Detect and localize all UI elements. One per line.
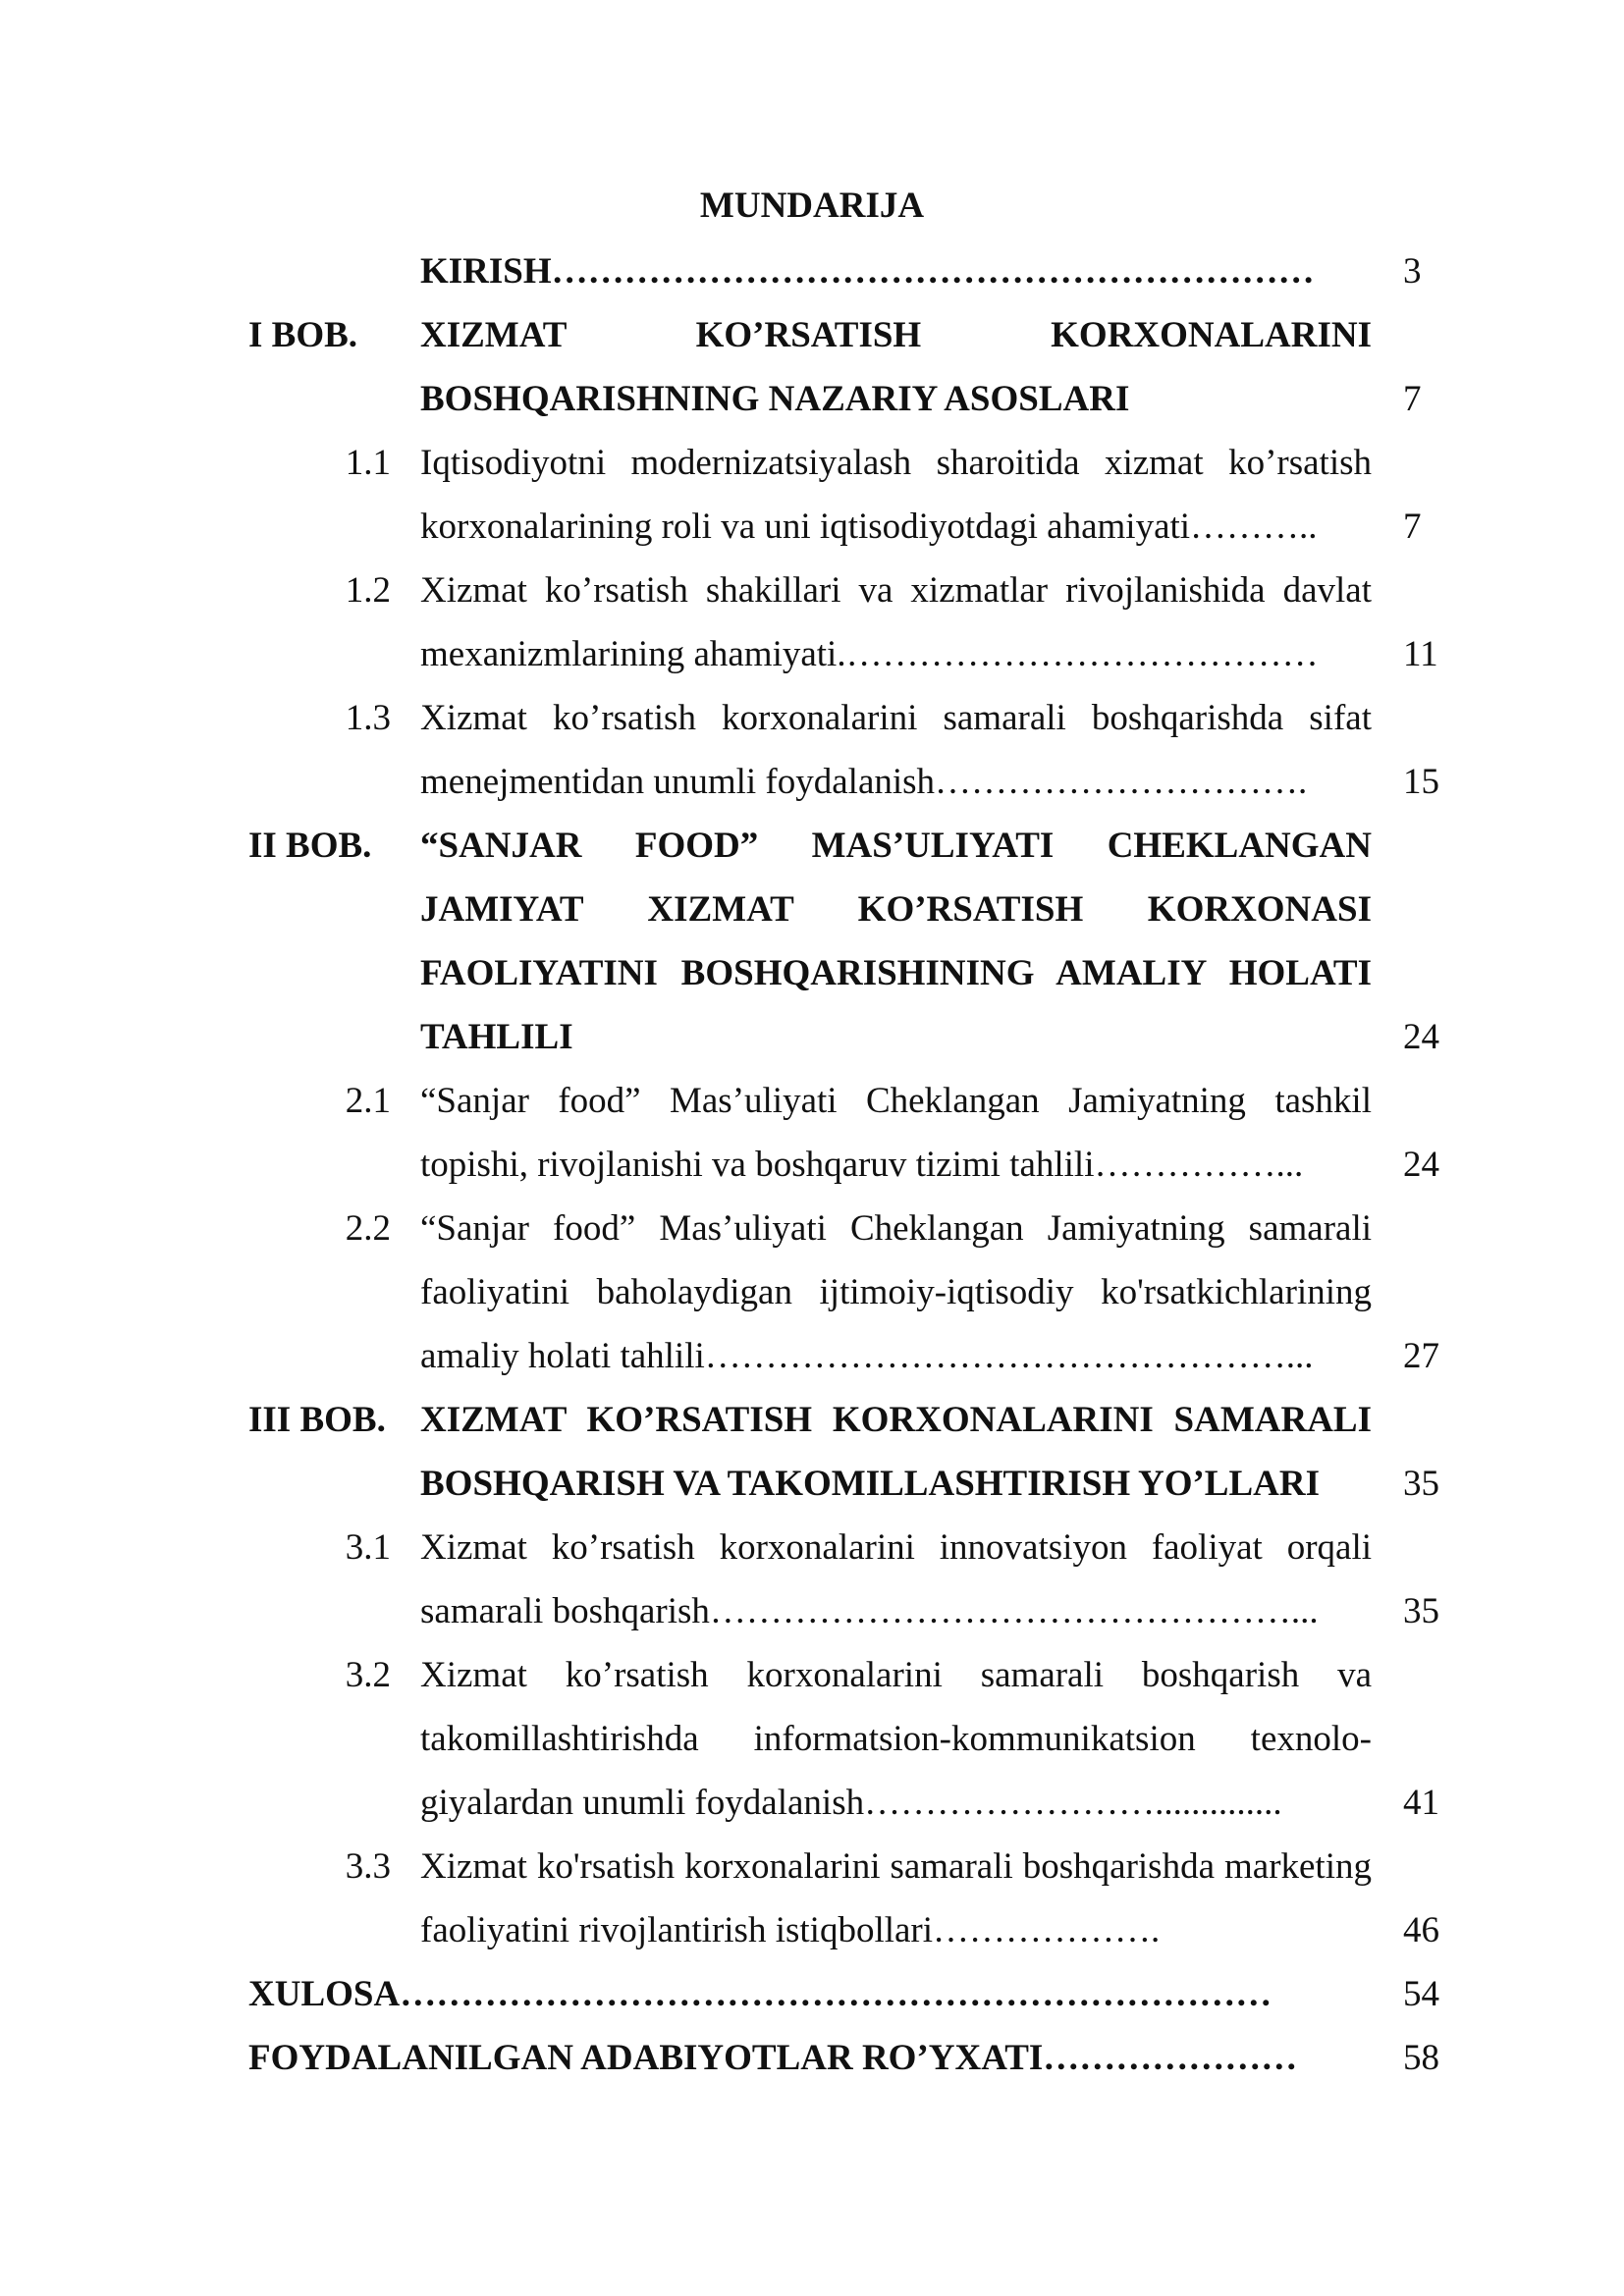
toc-entry-label: 3.3 bbox=[345, 1846, 391, 1887]
toc-entry-page: 24 bbox=[1403, 1017, 1439, 1057]
toc-entry-section-3-3[interactable] bbox=[248, 1835, 1456, 1962]
toc-entry-page: 46 bbox=[1403, 1910, 1439, 1950]
toc-entry-page: 54 bbox=[1403, 1974, 1439, 2014]
toc-entry-label bbox=[248, 240, 420, 303]
toc-entry-label: 3.2 bbox=[345, 1655, 391, 1695]
toc-entry-page: 35 bbox=[1403, 1464, 1439, 1504]
toc-entry-references[interactable] bbox=[248, 2026, 1456, 2090]
toc-entry-title: Xizmat ko’rsatish korxonalarini samarali boshqarishda sifat menejmentidan unumli foydalanish…………………………. bbox=[420, 698, 1372, 802]
toc-entry-label: 1.3 bbox=[345, 698, 391, 738]
toc-entry-section-2-1[interactable] bbox=[248, 1069, 1456, 1197]
toc-entry-title: “SANJAR FOOD” MAS’ULIYATI CHEKLANGAN JAMIYAT XIZMAT KO’RSATISH KORXONASI FAOLIYATINI BOSHQARISHINING AMALIY HOLATI TAHLILI bbox=[420, 826, 1372, 1057]
toc-entry-title: Xizmat ko’rsatish shakillari va xizmatlar rivojlanishida davlat mexanizmlarining ahamiyati.………………………………… bbox=[420, 570, 1372, 674]
toc-entry-page: 15 bbox=[1403, 762, 1439, 802]
toc-entry-title: FOYDALANILGAN ADABIYOTLAR RO’YXATI………………… bbox=[248, 2038, 1298, 2078]
toc-entry-section-3-2[interactable] bbox=[248, 1643, 1456, 1835]
toc-entry-page: 41 bbox=[1403, 1783, 1439, 1823]
toc-entry-intro[interactable] bbox=[248, 240, 1456, 303]
toc-entry-section-3-1[interactable] bbox=[248, 1516, 1456, 1643]
toc-entry-label: 1.2 bbox=[345, 570, 391, 611]
toc-entry-title: Xizmat ko’rsatish korxonalarini samarali boshqarish va takomillashtirishda informatsion-kommunikatsion texnolo-giyalardan unumli foydalanish…………………….............. bbox=[420, 1655, 1372, 1823]
toc-entry-page: 7 bbox=[1403, 379, 1422, 419]
toc-entry-label: 1.1 bbox=[345, 443, 391, 483]
toc-entry-title: “Sanjar food” Mas’uliyati Cheklangan Jamiyatning samarali faoliyatini baholaydigan ijtimoiy-iqtisodiy ko'rsatkichlarining amaliy holati tahlili…………………………………………... bbox=[420, 1208, 1372, 1376]
toc-entry-label: II BOB. bbox=[248, 826, 372, 866]
toc-entry-title: Xizmat ko'rsatish korxonalarini samarali boshqarishda marketing faoliyatini rivojlantirish istiqbollari………………. bbox=[420, 1846, 1372, 1950]
toc-entry-page: 24 bbox=[1403, 1145, 1439, 1185]
toc-entry-label: 2.1 bbox=[345, 1081, 391, 1121]
toc-entry-title: XIZMAT KO’RSATISH KORXONALARINI SAMARALI BOSHQARISH VA TAKOMILLASHTIRISH YO’LLARI bbox=[420, 1400, 1372, 1504]
toc-entry-title: Xizmat ko’rsatish korxonalarini innovatsiyon faoliyat orqali samarali boshqarish…………………………………………... bbox=[420, 1527, 1372, 1631]
toc-entry-page: 58 bbox=[1403, 2038, 1439, 2078]
toc-entry-chapter-1[interactable] bbox=[248, 303, 1456, 431]
toc-entry-title: Iqtisodiyotni modernizatsiyalash sharoitida xizmat ko’rsatish korxonalarining roli va uni iqtisodiyotdagi ahamiyati……….. bbox=[420, 443, 1372, 547]
toc-entry-label: 2.2 bbox=[345, 1208, 391, 1249]
toc-entry-label: III BOB. bbox=[248, 1400, 386, 1440]
toc-entry-section-1-3[interactable] bbox=[248, 686, 1456, 814]
table-of-contents bbox=[248, 240, 1456, 2090]
toc-entry-label: I BOB. bbox=[248, 315, 358, 355]
toc-entry-title: KIRISH……………………………………………………… bbox=[420, 251, 1315, 292]
toc-entry-page: 11 bbox=[1403, 634, 1438, 674]
toc-entry-section-2-2[interactable] bbox=[248, 1197, 1456, 1388]
toc-entry-conclusion[interactable] bbox=[248, 1962, 1456, 2026]
toc-entry-chapter-2[interactable] bbox=[248, 814, 1456, 1069]
toc-entry-title: XULOSA……………………………………………………………… bbox=[248, 1974, 1272, 2014]
toc-entry-page: 3 bbox=[1403, 251, 1422, 292]
page-title: MUNDARIJA bbox=[699, 186, 925, 226]
toc-entry-section-1-1[interactable] bbox=[248, 431, 1456, 559]
toc-entry-chapter-3[interactable] bbox=[248, 1388, 1456, 1516]
toc-entry-label: 3.1 bbox=[345, 1527, 391, 1568]
toc-entry-title: XIZMAT KO’RSATISH KORXONALARINI BOSHQARISHNING NAZARIY ASOSLARI bbox=[420, 315, 1372, 419]
toc-entry-section-1-2[interactable] bbox=[248, 559, 1456, 686]
toc-entry-page: 35 bbox=[1403, 1591, 1439, 1631]
toc-entry-title: “Sanjar food” Mas’uliyati Cheklangan Jamiyatning tashkil topishi, rivojlanishi va boshqaruv tizimi tahlili……………... bbox=[420, 1081, 1372, 1185]
toc-entry-page: 7 bbox=[1403, 507, 1422, 547]
toc-entry-page: 27 bbox=[1403, 1336, 1439, 1376]
